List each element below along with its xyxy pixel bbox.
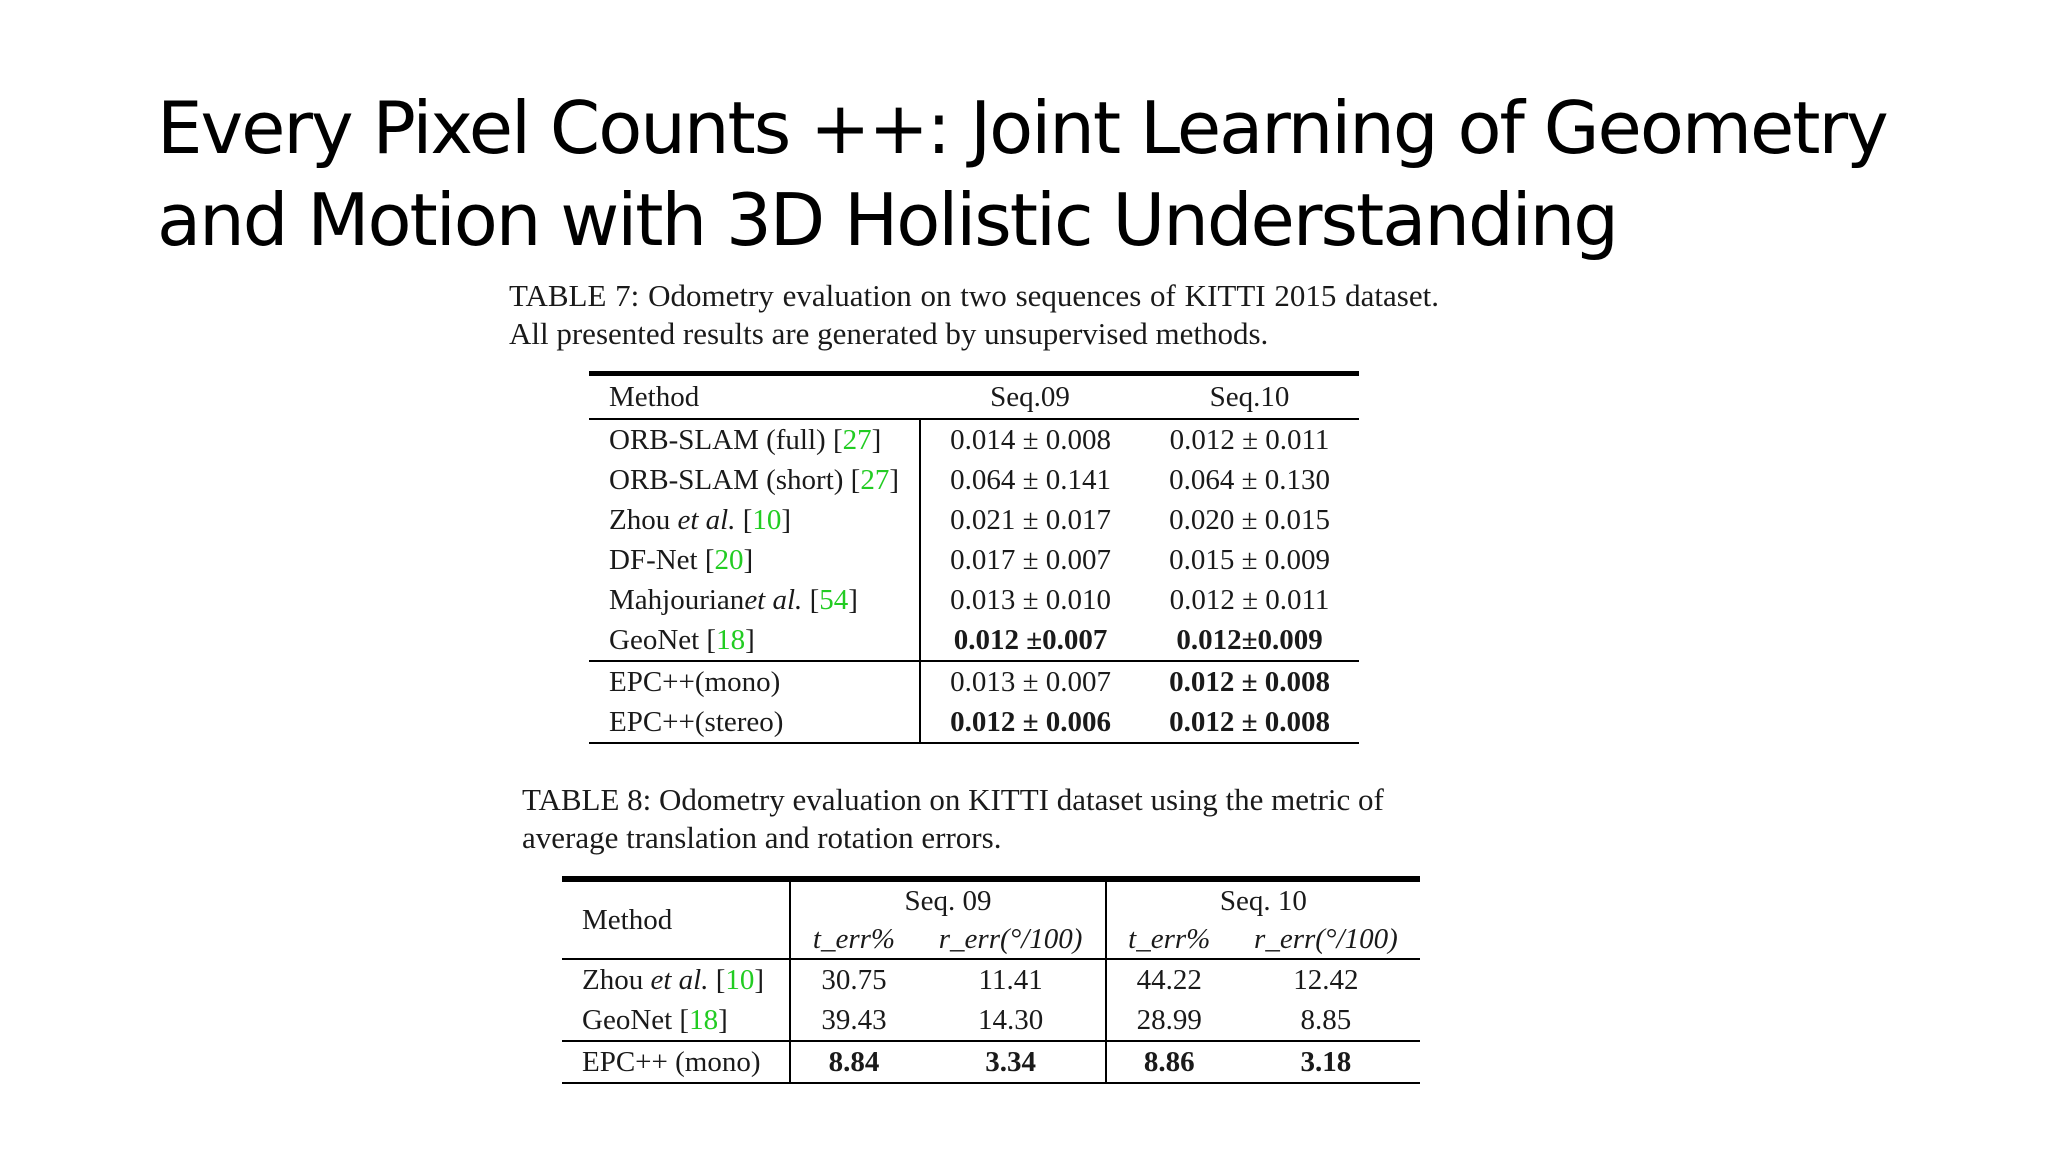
value-cell: 3.34 [917, 1041, 1106, 1083]
citation-link[interactable]: 20 [714, 543, 744, 576]
table-row [562, 959, 1420, 1000]
table-row [562, 1000, 1420, 1041]
table-header-row [589, 374, 1359, 420]
column-header-terr: t_err% [1128, 922, 1211, 955]
column-group-seq09: Seq. 09 [790, 879, 1105, 920]
value-cell: 3.18 [1300, 1045, 1352, 1078]
table-8 [562, 876, 1420, 1084]
citation-link[interactable]: 27 [842, 423, 872, 456]
citation-link[interactable]: 18 [716, 623, 746, 656]
table-7-caption: TABLE 7: Odometry evaluation on two sequences of KITTI 2015 dataset. All presented results are generated by unsupervised methods. [509, 278, 1439, 351]
value-cell: 8.84 [828, 1045, 880, 1078]
table-8-caption: TABLE 8: Odometry evaluation on KITTI dataset using the metric of average translation and rotation errors. [522, 782, 1384, 855]
method-cell: EPC++(stereo) [589, 702, 920, 743]
table-header-row [562, 879, 1420, 920]
column-header-seq09: Seq.09 [990, 380, 1070, 413]
value-cell: 39.43 [821, 1003, 887, 1036]
method-cell: ORB-SLAM (short) [27] [589, 460, 920, 500]
column-header-rerr: r_err(°/100) [917, 920, 1106, 959]
table-row [589, 500, 1359, 540]
method-cell: DF-Net [20] [589, 540, 920, 580]
table-7 [589, 371, 1359, 744]
seq09-cell: 0.012 ± 0.006 [950, 705, 1111, 738]
citation-link[interactable]: 54 [819, 583, 849, 616]
seq10-cell: 0.020 ± 0.015 [1169, 503, 1330, 536]
column-group-seq10: Seq. 10 [1219, 884, 1307, 917]
slide-title: Every Pixel Counts ++: Joint Learning of Geometry and Motion with 3D Holistic Understanding [157, 86, 1887, 262]
value-cell: 14.30 [917, 1000, 1106, 1041]
table-row [589, 620, 1359, 661]
method-cell: GeoNet [18] [562, 1000, 790, 1041]
method-cell: ORB-SLAM (full) [27] [589, 419, 920, 460]
column-header-rerr: r_err(°/100) [1254, 922, 1398, 955]
value-cell: 8.85 [1300, 1003, 1352, 1036]
seq10-cell: 0.012 ± 0.008 [1169, 705, 1330, 738]
table-row [562, 1041, 1420, 1083]
column-header-terr: t_err% [812, 922, 896, 955]
column-header-seq10: Seq.10 [1209, 380, 1290, 413]
seq09-cell: 0.013 ± 0.010 [950, 583, 1111, 616]
method-cell: Zhou et al. [10] [589, 500, 920, 540]
value-cell: 30.75 [821, 963, 887, 996]
seq10-cell: 0.012 ± 0.011 [1169, 583, 1330, 616]
method-cell: EPC++ (mono) [562, 1041, 790, 1083]
value-cell: 8.86 [1143, 1045, 1195, 1078]
seq10-cell: 0.012 ± 0.008 [1169, 665, 1330, 698]
seq10-cell: 0.012 ± 0.011 [1169, 423, 1330, 456]
column-header-method: Method [562, 879, 790, 959]
column-header-method: Method [609, 380, 700, 413]
table-row [589, 419, 1359, 460]
citation-link[interactable]: 10 [752, 503, 782, 536]
seq09-cell: 0.021 ± 0.017 [950, 503, 1111, 536]
method-cell: Zhou et al. [10] [562, 959, 790, 1000]
seq10-cell: 0.015 ± 0.009 [1169, 543, 1330, 576]
seq10-cell: 0.064 ± 0.130 [1169, 463, 1330, 496]
value-cell: 28.99 [1136, 1003, 1202, 1036]
table-row [589, 661, 1359, 702]
table-row [589, 580, 1359, 620]
seq09-cell: 0.017 ± 0.007 [950, 543, 1111, 576]
method-cell: EPC++(mono) [589, 661, 920, 702]
seq09-cell: 0.064 ± 0.141 [950, 463, 1111, 496]
seq09-cell: 0.013 ± 0.007 [950, 665, 1111, 698]
value-cell: 12.42 [1293, 963, 1359, 996]
table-row [589, 540, 1359, 580]
table-row [589, 460, 1359, 500]
value-cell: 44.22 [1136, 963, 1202, 996]
citation-link[interactable]: 27 [860, 463, 890, 496]
seq10-cell: 0.012±0.009 [1176, 623, 1323, 656]
table-row [589, 702, 1359, 743]
method-cell: Mahjourianet al. [54] [589, 580, 920, 620]
citation-link[interactable]: 10 [725, 963, 755, 996]
seq09-cell: 0.014 ± 0.008 [950, 423, 1111, 456]
citation-link[interactable]: 18 [689, 1003, 719, 1036]
seq09-cell: 0.012 ±0.007 [953, 623, 1108, 656]
value-cell: 11.41 [917, 959, 1106, 1000]
method-cell: GeoNet [18] [589, 620, 920, 661]
